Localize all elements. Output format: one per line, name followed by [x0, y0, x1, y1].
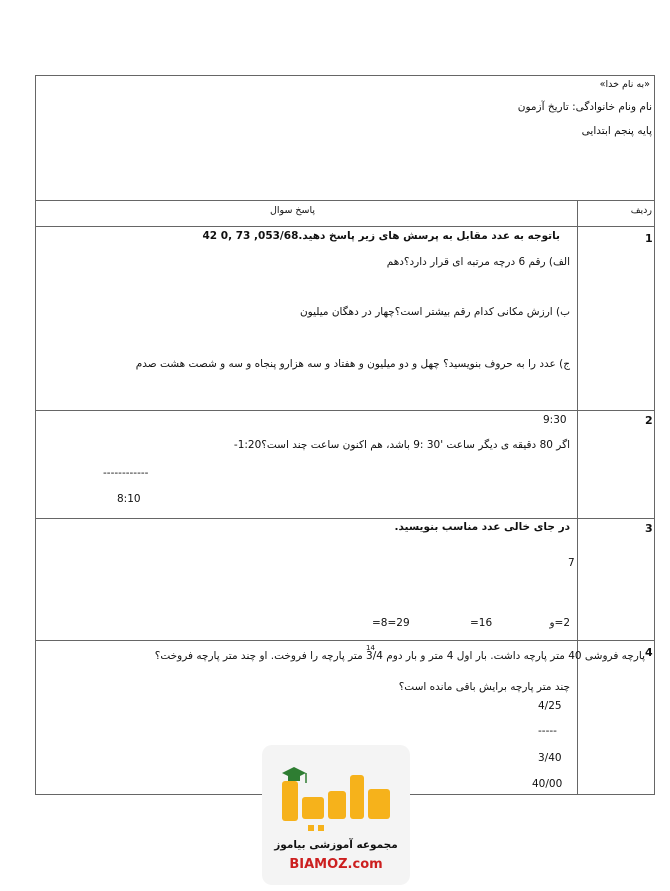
- graduation-cap-icon: [282, 767, 306, 783]
- row-divider-3: [35, 640, 655, 641]
- q4-value: 3/40: [538, 752, 562, 764]
- logo-site: BIAMOZ.com: [289, 857, 383, 872]
- question-number: 2: [645, 414, 653, 427]
- q2-question: اگر 80 دقیقه ی دیگر ساعت '30 :9 باشد، هم اکنون ساعت چند است؟1:20-: [233, 439, 570, 451]
- question-number: 1: [645, 232, 653, 245]
- q3-item: 2=و: [549, 617, 570, 629]
- bismillah: «به نام خدا»: [599, 79, 650, 90]
- column-header-divider: [35, 226, 655, 227]
- q1-title: باتوجه به عدد مقابل به پرسش های زیر پاسخ دهید.053/68, 73 ,0 42: [202, 230, 560, 242]
- q4-value: 40/00: [532, 778, 563, 790]
- q4-superscript: 14: [366, 644, 375, 652]
- q4-value: 4/25: [538, 700, 562, 712]
- q3-item: =16: [470, 617, 493, 629]
- question-number: 4: [645, 646, 653, 659]
- name-date-line: نام ونام خانوادگی: تاریخ آزمون: [517, 101, 652, 113]
- logo-subtitle: مجموعه آموزشی بیاموز: [274, 839, 398, 851]
- question-number: 3: [645, 522, 653, 535]
- grade-label: پایه پنجم ابتدایی: [581, 125, 652, 137]
- q1-part-a: الف) رقم 6 درچه مرتبه ای قرار دارد؟دهم: [386, 256, 570, 268]
- q3-side-digit: 7: [568, 557, 575, 569]
- q4-line1: پارچه فروشی 40 متر پارچه داشت. بار اول 4 متر و بار دوم 3/4 متر پارچه را فروخت. او چند متر پارچه فروخت؟: [154, 650, 645, 662]
- q4-dashes: -----: [538, 725, 557, 737]
- radif-header: ردیف: [630, 205, 652, 216]
- q3-title: در جای خالی عدد مناسب بنویسید.: [394, 521, 570, 533]
- row-divider-2: [35, 518, 655, 519]
- row-divider-1: [35, 410, 655, 411]
- q1-part-c: ج) عدد را به حروف بنویسید؟ چهل و دو میلیون و هفتاد و سه هزارو پنجاه و سه و شصت هشت صدم: [135, 358, 570, 370]
- q2-answer: 8:10: [117, 493, 141, 505]
- column-divider: [577, 200, 578, 795]
- header-divider: [35, 200, 655, 201]
- question-answer-header: پاسخ سوال: [270, 205, 316, 216]
- q4-line2: چند متر پارچه برایش باقی مانده است؟: [398, 681, 570, 693]
- biamoz-logo: [262, 745, 410, 885]
- q1-part-b: ب) ارزش مکانی کدام رقم بیشتر است؟چهار در دهگان میلیون: [299, 306, 570, 318]
- q2-dashes: ------------: [103, 467, 149, 479]
- q2-time-top: 9:30: [543, 414, 567, 426]
- q3-item: =8=29: [372, 617, 410, 629]
